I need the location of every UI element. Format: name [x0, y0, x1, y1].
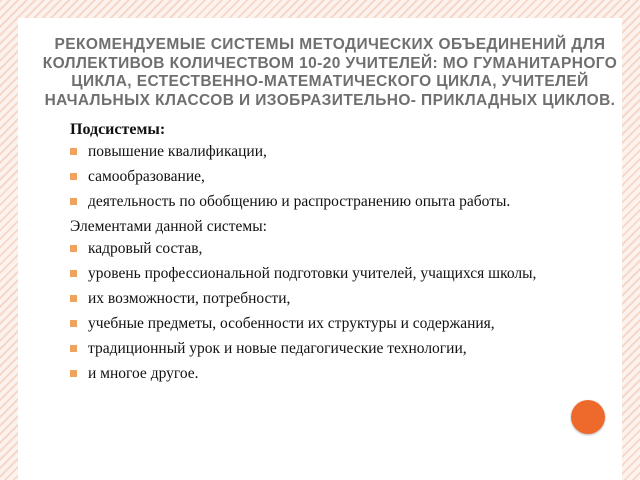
elements-heading: Элементами данной системы:	[70, 218, 267, 235]
square-bullet-icon	[70, 198, 77, 205]
slide-content	[70, 120, 600, 389]
square-bullet-icon	[70, 245, 77, 252]
list-item: самообразование,	[70, 167, 600, 186]
list-item: их возможности, потребности,	[70, 289, 600, 308]
square-bullet-icon	[70, 295, 77, 302]
list-item: уровень профессиональной подготовки учителей, учащихся школы,	[70, 264, 600, 283]
square-bullet-icon	[70, 345, 77, 352]
square-bullet-icon	[70, 370, 77, 377]
accent-circle-icon	[571, 400, 605, 434]
list-item: деятельность по обобщению и распространению опыта работы.	[70, 192, 600, 211]
subsystems-heading: Подсистемы:	[70, 121, 166, 138]
list-item: кадровый состав,	[70, 239, 600, 258]
list-item: учебные предметы, особенности их структуры и содержания,	[70, 314, 600, 333]
list-item: повышение квалификации,	[70, 142, 600, 161]
list-item: традиционный урок и новые педагогические технологии,	[70, 339, 600, 358]
square-bullet-icon	[70, 173, 77, 180]
list-item: и многое другое.	[70, 364, 600, 383]
subsystems-list	[70, 142, 600, 211]
square-bullet-icon	[70, 270, 77, 277]
slide-title: РЕКОМЕНДУЕМЫЕ СИСТЕМЫ МЕТОДИЧЕСКИХ ОБЪЕДИНЕНИЙ ДЛЯ КОЛЛЕКТИВОВ КОЛИЧЕСТВОМ 10-20 УЧИТЕЛЕЙ: МО ГУМАНИТАРНОГО ЦИКЛА, ЕСТЕСТВЕННО-МАТЕМАТИЧЕСКОГО ЦИКЛА, УЧИТЕЛЕЙ НАЧАЛЬНЫХ КЛАССОВ И ИЗОБРАЗИТЕЛЬНО- ПРИКЛАДНЫХ ЦИКЛОВ.	[42, 36, 618, 109]
square-bullet-icon	[70, 320, 77, 327]
elements-list	[70, 239, 600, 383]
square-bullet-icon	[70, 148, 77, 155]
